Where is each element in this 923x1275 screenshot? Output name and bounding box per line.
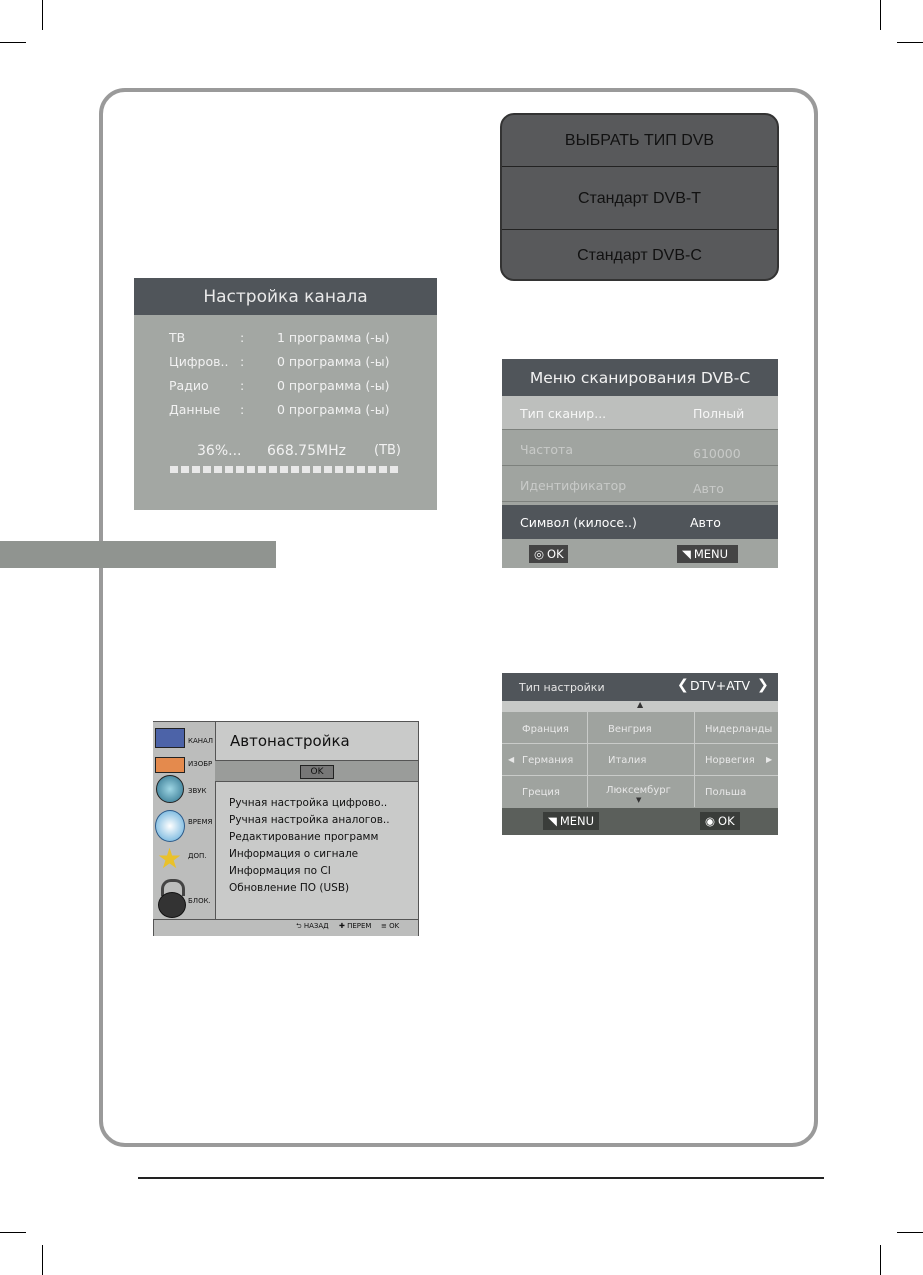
dvb-type-panel (500, 113, 779, 281)
ok-icon: ◉ (705, 814, 716, 828)
row-value: 0 программа (-ы) (277, 402, 390, 417)
country-norway[interactable]: Норвегия (705, 755, 755, 766)
progress-segment (225, 466, 233, 473)
sidebar-label-time: ВРЕМЯ (188, 818, 213, 826)
menu-label: MENU (693, 547, 729, 561)
progress-segment (269, 466, 277, 473)
autotune-footer (154, 919, 418, 936)
autotune-title: Автонастройка (230, 732, 350, 750)
back-arrow-icon: ◥ (682, 547, 691, 561)
scan-row-label: Идентификатор (520, 478, 627, 493)
country-ok-button[interactable] (700, 812, 740, 830)
scan-menu-panel (502, 359, 778, 568)
country-grid (502, 712, 778, 807)
progress-segment (203, 466, 211, 473)
row-value: 0 программа (-ы) (277, 354, 390, 369)
scroll-up-bar[interactable] (502, 701, 778, 712)
progress-segment (214, 466, 222, 473)
country-menu-button[interactable] (543, 812, 599, 830)
progress-segment (357, 466, 365, 473)
scan-menu-button[interactable] (677, 545, 738, 563)
row-label: Радио (169, 378, 209, 393)
sidebar-label-extra: ДОП. (188, 852, 207, 860)
frequency-row[interactable] (502, 432, 778, 466)
country-greece[interactable]: Греция (522, 787, 560, 798)
dvb-c-option[interactable]: Стандарт DVB-C (502, 229, 777, 281)
scan-row-label: Символ (килосе..) (520, 515, 637, 530)
channel-tuning-title: Настройка канала (134, 278, 437, 315)
arrow-down-icon[interactable]: ▼ (636, 796, 642, 804)
arrow-left-icon[interactable]: ◀ (508, 755, 515, 764)
menu-item-signal-info[interactable]: Информация о сигнале (229, 848, 359, 860)
hint-label: НАЗАД (303, 922, 329, 930)
menu-item-ci-info[interactable]: Информация по CI (229, 865, 331, 877)
sidebar-label-lock: БЛОК. (188, 897, 211, 905)
arrow-up-icon: ▲ (637, 700, 644, 709)
arrow-right-icon[interactable]: ▶ (766, 755, 773, 764)
scan-type-row[interactable] (502, 396, 778, 430)
progress-segment (258, 466, 266, 473)
hint-label: ПЕРЕМ (347, 922, 372, 930)
hint-label: OK (389, 922, 400, 930)
menu-item-program-edit[interactable]: Редактирование программ (229, 831, 379, 843)
menu-label: MENU (559, 814, 595, 828)
crop-mark (42, 0, 43, 30)
dvb-type-title: ВЫБРАТЬ ТИП DVB (564, 131, 715, 149)
menu-item-software-update[interactable]: Обновление ПО (USB) (229, 882, 350, 894)
scan-row-value: Полный (693, 406, 745, 421)
country-poland[interactable]: Польша (705, 787, 747, 798)
back-hint: ⮌ НАЗАД (296, 922, 329, 930)
mode-readout: (TB) (374, 443, 402, 458)
progress-segment (313, 466, 321, 473)
crop-mark (0, 42, 26, 43)
chevron-left-icon[interactable]: ❮ (677, 677, 689, 693)
crop-mark (0, 1232, 26, 1233)
tuning-row-data (134, 400, 437, 420)
sidebar-label-channel: КАНАЛ (188, 737, 214, 745)
progress-bar (170, 466, 398, 473)
progress-segment (181, 466, 189, 473)
country-germany[interactable]: Германия (522, 755, 574, 766)
tuning-type-value: DTV+ATV (690, 678, 751, 693)
menu-item-manual-digital[interactable]: Ручная настройка цифрово.. (229, 797, 388, 809)
sidebar-label-picture: ИЗОБР (188, 760, 213, 768)
move-hint: ✚ ПЕРЕМ (339, 922, 372, 930)
row-label: Данные (169, 402, 221, 417)
progress-segment (170, 466, 178, 473)
crop-mark (880, 0, 881, 30)
progress-segment (192, 466, 200, 473)
scan-menu-footer (0, 541, 276, 568)
footer-rule (138, 1177, 824, 1179)
progress-segment (280, 466, 288, 473)
country-hungary[interactable]: Венгрия (608, 724, 652, 735)
clock-icon[interactable] (155, 810, 185, 842)
tuning-type-header (502, 673, 778, 701)
crop-mark (897, 1232, 923, 1233)
progress-segment (335, 466, 343, 473)
identifier-row[interactable] (502, 468, 778, 502)
row-label: ТВ (169, 330, 186, 345)
country-netherlands[interactable]: Нидерланды (705, 724, 773, 735)
tuning-type-label: Тип настройки (519, 681, 605, 694)
scan-row-value: Авто (693, 481, 724, 496)
crop-mark (880, 1245, 881, 1275)
row-sep: : (240, 402, 245, 417)
progress-segment (368, 466, 376, 473)
row-value: 0 программа (-ы) (277, 378, 390, 393)
scan-row-label: Частота (520, 442, 573, 457)
channel-icon[interactable] (155, 728, 185, 748)
tuning-row-radio (134, 376, 437, 396)
tuning-row-digital (134, 352, 437, 372)
autotune-ok-button[interactable]: OK (300, 765, 334, 779)
row-label: Цифров.. (169, 354, 229, 369)
symbol-rate-row[interactable] (502, 505, 778, 539)
scan-row-value: 610000 (693, 446, 741, 461)
tuning-row-tv (134, 328, 437, 348)
progress-segment (324, 466, 332, 473)
progress-segment (346, 466, 354, 473)
sidebar-label-sound: ЗВУК (188, 787, 207, 795)
frequency-readout: 668.75MHz (267, 443, 346, 459)
country-italy[interactable]: Италия (608, 755, 647, 766)
ok-hint: ≡ OK (381, 922, 400, 930)
back-arrow-icon: ◥ (548, 814, 557, 828)
ok-label: OK (547, 547, 564, 561)
picture-icon[interactable] (155, 757, 185, 773)
ok-label: OK (718, 814, 735, 828)
country-luxembourg[interactable]: Люксембург (606, 785, 671, 796)
progress-segment (390, 466, 398, 473)
star-icon[interactable]: ★ (157, 842, 183, 875)
lock-icon[interactable] (158, 892, 186, 918)
row-sep: : (240, 378, 245, 393)
crop-mark (42, 1245, 43, 1275)
scan-menu-title: Меню сканирования DVB-C (502, 359, 778, 396)
crop-mark (897, 42, 923, 43)
scan-ok-button[interactable] (529, 545, 568, 563)
chevron-right-icon[interactable]: ❯ (757, 677, 769, 693)
scan-row-value: Авто (690, 515, 721, 530)
progress-segment (302, 466, 310, 473)
row-sep: : (240, 354, 245, 369)
sound-icon[interactable] (156, 775, 184, 803)
progress-segment (236, 466, 244, 473)
menu-item-manual-analog[interactable]: Ручная настройка аналогов.. (229, 814, 390, 826)
progress-segment (291, 466, 299, 473)
scan-row-label: Тип сканир... (520, 406, 607, 421)
progress-segment (379, 466, 387, 473)
progress-text: 36%... (197, 443, 242, 459)
dvb-t-option[interactable]: Стандарт DVB-T (502, 166, 777, 230)
row-sep: : (240, 330, 245, 345)
progress-segment (247, 466, 255, 473)
row-value: 1 программа (-ы) (277, 330, 390, 345)
ok-icon: ◎ (534, 547, 545, 561)
country-france[interactable]: Франция (522, 724, 569, 735)
